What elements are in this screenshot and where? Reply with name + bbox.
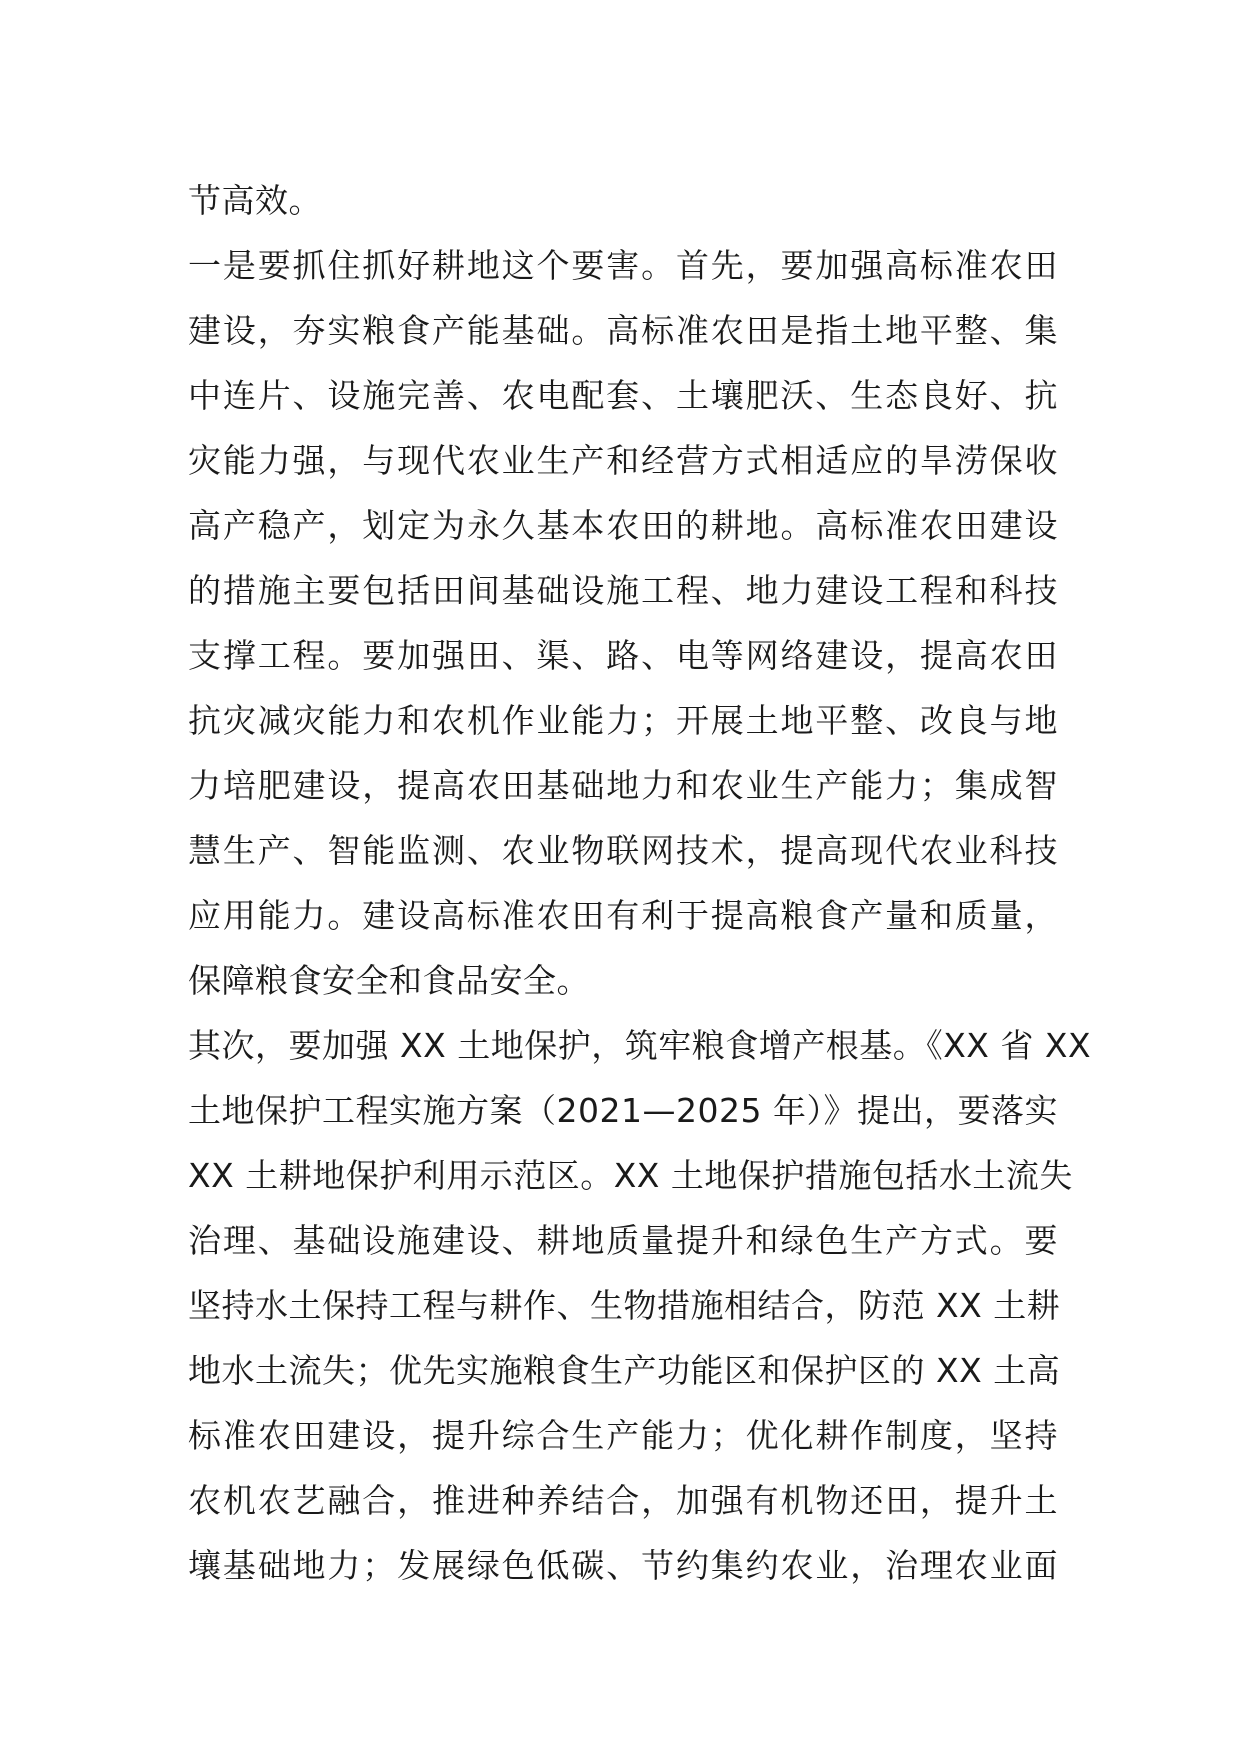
text-line: 建设，夯实粮食产能基础。高标准农田是指土地平整、集 <box>188 311 1058 350</box>
text-line: 灾能力强，与现代农业生产和经营方式相适应的旱涝保收 <box>188 441 1058 480</box>
text-line: 其次，要加强 XX 土地保护，筑牢粮食增产根基。《XX 省 XX <box>188 1026 1092 1065</box>
text-line: XX 土耕地保护利用示范区。XX 土地保护措施包括水土流失 <box>188 1156 1073 1195</box>
paragraph-continuation <box>188 168 1058 233</box>
text-line: 中连片、设施完善、农电配套、土壤肥沃、生态良好、抗 <box>188 376 1058 415</box>
text-line: 力培肥建设，提高农田基础地力和农业生产能力；集成智 <box>188 766 1058 805</box>
paragraph-soil-protection <box>188 1013 1092 1598</box>
text-line: 一是要抓住抓好耕地这个要害。首先，要加强高标准农田 <box>188 246 1058 285</box>
paragraph-farmland <box>188 233 1058 1013</box>
text-line: 坚持水土保持工程与耕作、生物措施相结合，防范 XX 土耕 <box>188 1286 1061 1325</box>
text-line: 土地保护工程实施方案（2021—2025 年）》提出，要落实 <box>188 1091 1058 1130</box>
text-line: 地水土流失；优先实施粮食生产功能区和保护区的 XX 土高 <box>188 1351 1061 1390</box>
text-line: 保障粮食安全和食品安全。 <box>188 961 590 1000</box>
text-line: 抗灾减灾能力和农机作业能力；开展土地平整、改良与地 <box>188 701 1058 740</box>
text-line: 节高效。 <box>188 181 322 220</box>
text-line: 的措施主要包括田间基础设施工程、地力建设工程和科技 <box>188 571 1058 610</box>
text-line: 应用能力。建设高标准农田有利于提高粮食产量和质量， <box>188 896 1058 935</box>
text-line: 高产稳产，划定为永久基本农田的耕地。高标准农田建设 <box>188 506 1058 545</box>
document-page <box>188 168 1092 1598</box>
text-line: 壤基础地力；发展绿色低碳、节约集约农业，治理农业面 <box>188 1546 1058 1585</box>
text-line: 农机农艺融合，推进种养结合，加强有机物还田，提升土 <box>188 1481 1058 1520</box>
text-line: 慧生产、智能监测、农业物联网技术，提高现代农业科技 <box>188 831 1058 870</box>
text-line: 支撑工程。要加强田、渠、路、电等网络建设，提高农田 <box>188 636 1058 675</box>
text-line: 标准农田建设，提升综合生产能力；优化耕作制度，坚持 <box>188 1416 1058 1455</box>
text-line: 治理、基础设施建设、耕地质量提升和绿色生产方式。要 <box>188 1221 1058 1260</box>
